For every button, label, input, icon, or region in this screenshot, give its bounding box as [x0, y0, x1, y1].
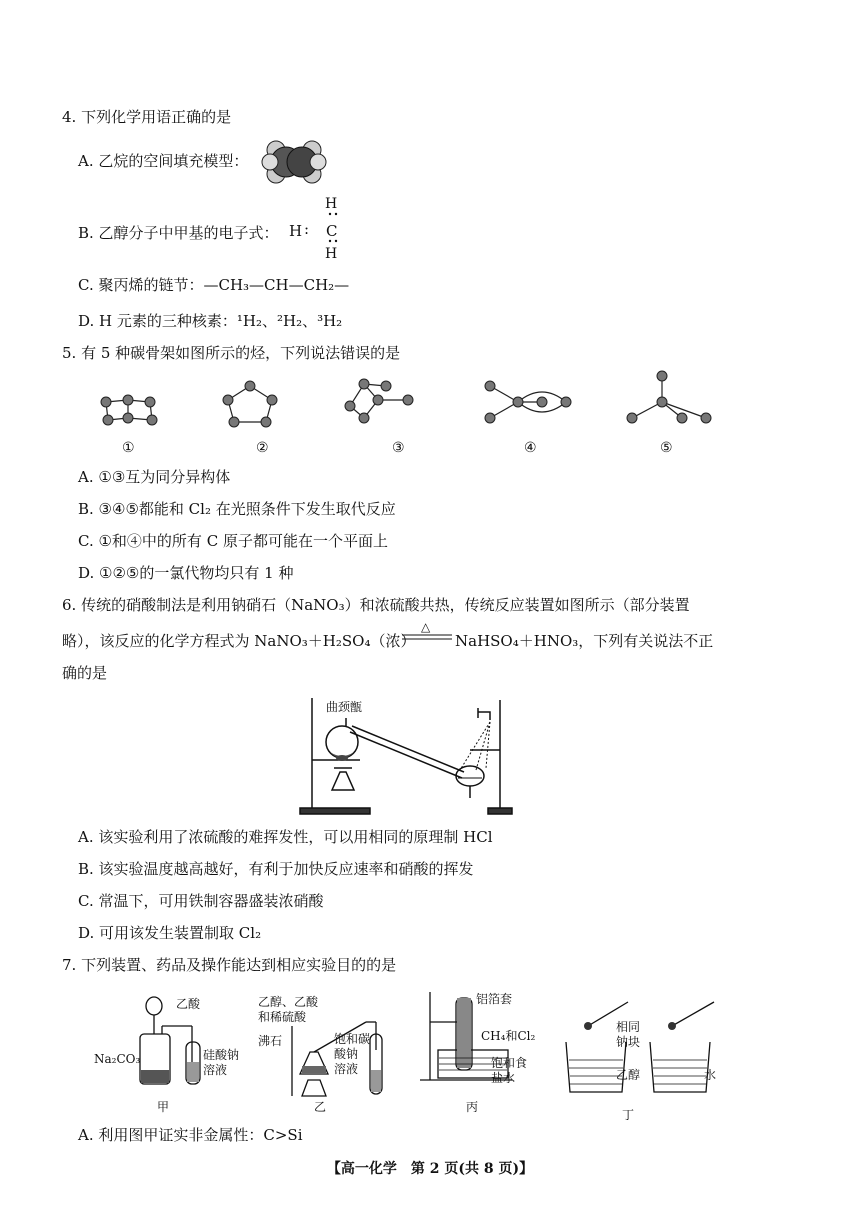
ding-ethanol: 乙醇: [616, 1068, 641, 1082]
yi-saturated-1: 饱和碳: [334, 1032, 371, 1046]
q4-b-colon: :: [304, 220, 310, 238]
ethane-space-filling-model: [262, 140, 326, 184]
skeleton-label-4: ④: [524, 440, 537, 456]
q4-b-c: C: [326, 222, 338, 240]
carbon-skeleton-5: [622, 368, 712, 428]
q6-option-c: C. 常温下，可用铁制容器盛装浓硝酸: [78, 892, 324, 910]
q6-stem-line3: 确的是: [62, 664, 108, 682]
q4-option-a: A. 乙烷的空间填充模型：: [78, 152, 249, 170]
nitric-acid-apparatus: [290, 690, 530, 820]
skeleton-label-1: ①: [122, 440, 135, 456]
yi-boiling-chips: 沸石: [258, 1034, 283, 1048]
q6-option-a: A. 该实验利用了浓硫酸的难挥发性，可以用相同的原理制 HCl: [78, 828, 493, 846]
jia-silicate-2: 溶液: [203, 1063, 228, 1077]
carbon-skeleton-4: [482, 378, 572, 428]
q4-option-b-prefix: B. 乙醇分子中甲基的电子式：: [78, 224, 279, 242]
q6-stem-line1: 6. 传统的硝酸制法是利用钠硝石（NaNO₃）和浓硫酸共热，传统反应装置如图所示（部分装置: [62, 596, 690, 614]
equation-equals-sign: [402, 634, 454, 642]
yi-reagent-1: 乙醇、乙酸: [258, 995, 319, 1009]
q5-option-c: C. ①和④中的所有 C 原子都可能在一个平面上: [78, 532, 388, 550]
jia-caption: 甲: [157, 1100, 170, 1114]
ding-same-2: 钠块: [616, 1035, 641, 1049]
q6-stem-line2a: 略），该反应的化学方程式为 NaNO₃＋H₂SO₄（浓）: [62, 632, 416, 650]
bing-caption: 丙: [466, 1100, 479, 1114]
yi-caption: 乙: [314, 1100, 327, 1114]
q6-stem-line2b: NaHSO₄＋HNO₃，下列有关说法不正: [455, 632, 714, 650]
q4-b-h-top: H: [325, 196, 338, 212]
page-footer: 【高一化学 第 2 页(共 8 页)】: [326, 1161, 534, 1177]
q4-option-d: D. H 元素的三种核素：¹H₂、²H₂、³H₂: [78, 312, 343, 330]
jia-na2co3: Na₂CO₃: [94, 1052, 141, 1066]
bing-brine-1: 饱和食: [491, 1056, 528, 1070]
q6-option-b: B. 该实验温度越高越好，有利于加快反应速率和硝酸的挥发: [78, 860, 474, 878]
jia-silicate-1: 硅酸钠: [203, 1048, 240, 1062]
q4-b-h-bottom: H: [325, 246, 338, 262]
bing-gas: CH₄和Cl₂: [481, 1029, 536, 1043]
skeleton-label-5: ⑤: [660, 440, 673, 456]
q5-option-b: B. ③④⑤都能和 Cl₂ 在光照条件下发生取代反应: [78, 500, 396, 518]
jia-acetic-acid: 乙酸: [176, 997, 201, 1011]
q4-b-h-left: H: [289, 222, 303, 240]
carbon-skeleton-1: [98, 392, 164, 428]
q7-stem: 7. 下列装置、药品及操作能达到相应实验目的的是: [62, 956, 397, 974]
retort-label: 曲颈甑: [326, 700, 363, 714]
skeleton-label-2: ②: [256, 440, 269, 456]
carbon-skeleton-2: [220, 380, 280, 430]
bing-brine-2: 盐水: [491, 1071, 516, 1085]
q4-stem: 4. 下列化学用语正确的是: [62, 108, 232, 126]
yi-saturated-2: 酸钠: [334, 1047, 359, 1061]
q5-option-d: D. ①②⑤的一氯代物均只有 1 种: [78, 564, 294, 582]
carbon-skeleton-3: [342, 376, 418, 428]
q4-option-c: C. 聚丙烯的链节：—CH₃—CH—CH₂—: [78, 276, 350, 294]
yi-reagent-2: 和稀硫酸: [258, 1010, 307, 1024]
ding-same-1: 相同: [616, 1020, 641, 1034]
q7-option-a: A. 利用图甲证实非金属性：C>Si: [78, 1126, 303, 1144]
ding-caption: 丁: [622, 1108, 635, 1122]
q6-heat-condition: △: [421, 620, 431, 634]
skeleton-label-3: ③: [392, 440, 405, 456]
q5-stem: 5. 有 5 种碳骨架如图所示的烃，下列说法错误的是: [62, 344, 401, 362]
q5-option-a: A. ①③互为同分异构体: [78, 468, 231, 486]
q6-option-d: D. 可用该发生装置制取 Cl₂: [78, 924, 262, 942]
yi-saturated-3: 溶液: [334, 1062, 359, 1076]
bing-aluminum-foil: 铝箔套: [476, 992, 513, 1006]
ding-water: 水: [704, 1068, 717, 1082]
